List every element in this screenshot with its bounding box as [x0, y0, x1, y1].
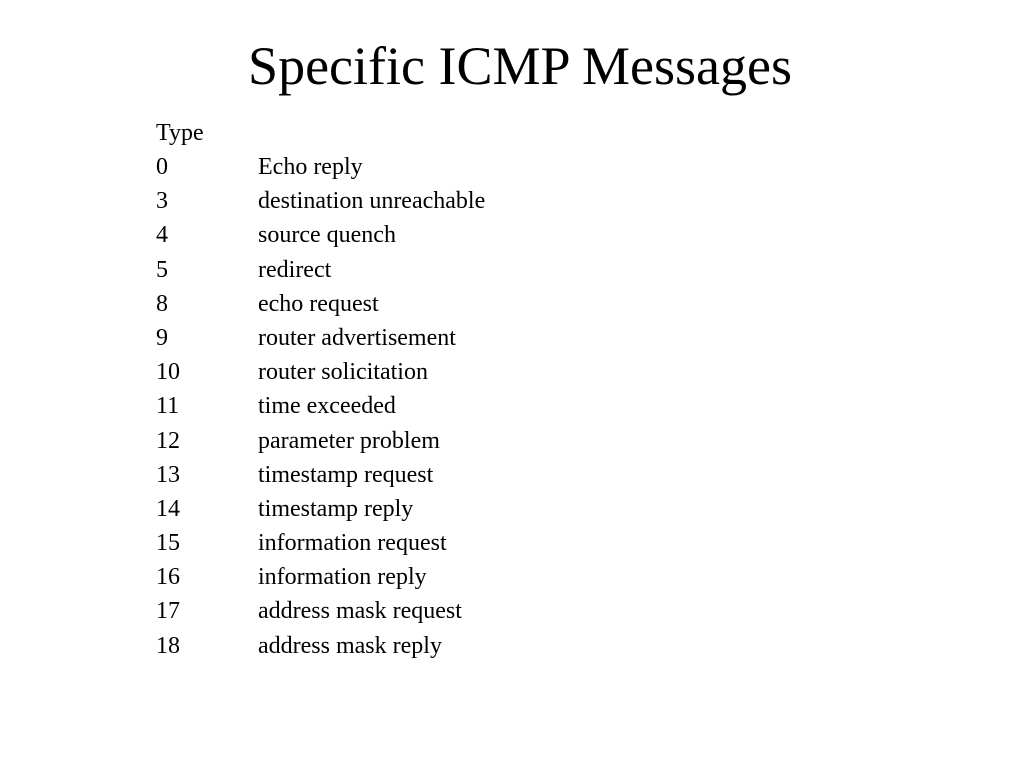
- list-item: [156, 560, 485, 594]
- type-code: 17: [156, 598, 180, 625]
- slide-title: Specific ICMP Messages: [248, 36, 792, 96]
- type-column-header: Type: [156, 120, 204, 146]
- type-code: 9: [156, 324, 168, 351]
- type-code: 13: [156, 461, 180, 488]
- type-description: address mask reply: [258, 632, 442, 659]
- list-item: [156, 424, 485, 458]
- type-code: 16: [156, 564, 180, 591]
- list-item: [156, 287, 485, 321]
- type-description: timestamp reply: [258, 495, 414, 522]
- type-description: Echo reply: [258, 154, 363, 180]
- list-item: [156, 526, 485, 560]
- type-description: information request: [258, 530, 447, 557]
- type-code: 4: [156, 222, 168, 249]
- type-code: 3: [156, 188, 168, 215]
- type-description: timestamp request: [258, 461, 434, 488]
- type-description: router advertisement: [258, 324, 456, 351]
- type-description: echo request: [258, 290, 379, 317]
- type-code: 8: [156, 290, 168, 317]
- type-code: 0: [156, 154, 168, 180]
- type-description: information reply: [258, 564, 427, 591]
- type-code: 12: [156, 427, 180, 454]
- list-item: [156, 594, 485, 628]
- type-description: destination unreachable: [258, 188, 486, 215]
- list-item: [156, 629, 485, 663]
- list-item: [156, 458, 485, 492]
- list-item: [156, 492, 485, 526]
- type-code: 5: [156, 256, 168, 283]
- type-code: 14: [156, 495, 180, 522]
- list-item: [156, 218, 485, 252]
- icmp-type-list: [156, 116, 485, 663]
- type-description: time exceeded: [258, 393, 396, 420]
- type-description: parameter problem: [258, 427, 440, 454]
- type-code: 11: [156, 393, 180, 420]
- type-description: router solicitation: [258, 359, 428, 386]
- list-item: [156, 253, 485, 287]
- list-item: [156, 355, 485, 389]
- type-code: 15: [156, 530, 180, 557]
- type-description: address mask request: [258, 598, 462, 625]
- type-code: 18: [156, 632, 180, 659]
- type-description: redirect: [258, 256, 332, 283]
- list-item: [156, 321, 485, 355]
- type-code: 10: [156, 359, 180, 386]
- list-item: [156, 150, 485, 184]
- list-item: [156, 389, 485, 423]
- type-description: source quench: [258, 222, 396, 249]
- list-item: [156, 184, 485, 218]
